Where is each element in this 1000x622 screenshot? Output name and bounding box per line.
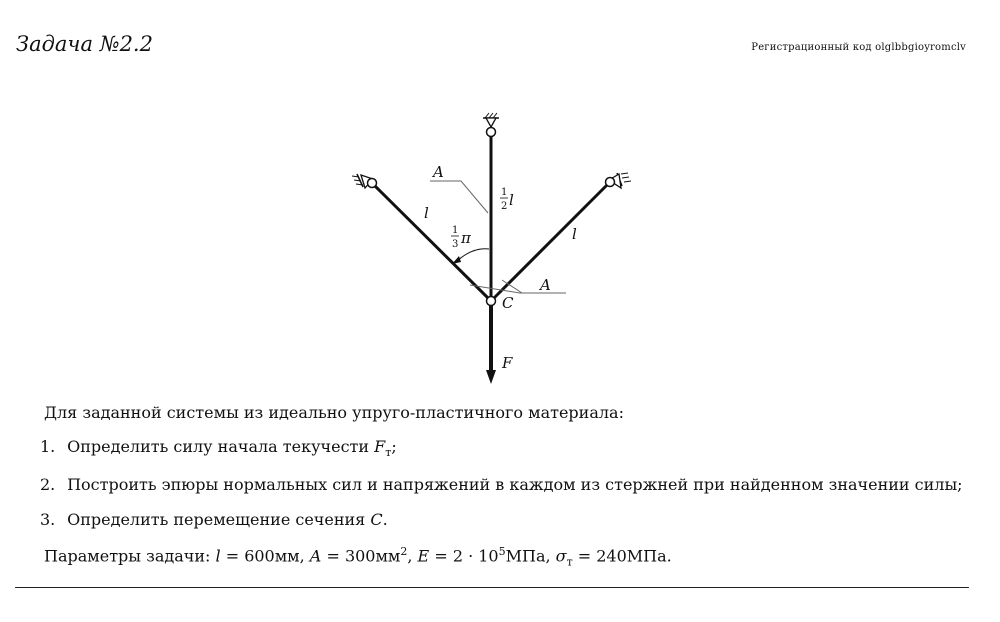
list-item [40,475,980,495]
task-text: Определить перемещение сечения [67,509,371,529]
leader-line-a-top [430,181,488,213]
registration-code: Регистрационный код olglbbgioyromclv [751,42,966,53]
param-a-symbol: A [309,546,322,566]
svg-text:1: 1 [452,225,459,236]
problem-intro: Для заданной системы из идеально упруго-пластичного материала: [44,403,624,422]
param-l-symbol: l [215,546,221,566]
rod-left [375,186,488,298]
param-sigma-sub: т [566,555,573,569]
svg-text:π: π [461,229,471,247]
task-number: 1. [40,437,56,456]
bottom-divider [15,587,969,588]
param-e-tail: МПа, [505,546,556,566]
left-support-icon [352,174,377,188]
task-text: Построить эпюры нормальных сил и напряжений в каждом из стержней при найденном значении силы; [67,474,963,494]
label-f: F [502,354,513,372]
params-prefix: Параметры задачи: [44,546,216,566]
leader-line-a-right [470,285,566,293]
label-l-right: l [572,225,577,243]
task-tail: . [382,509,388,529]
list-item [40,437,980,460]
problem-text [40,403,980,569]
task-symbol: F [374,437,386,456]
task-tail: ; [391,437,397,456]
angle-arc [452,249,489,264]
task-number: 3. [40,509,56,529]
label-center-rod-length [500,187,514,212]
node-c [487,297,496,306]
task-text: Определить силу начала текучести [67,437,375,456]
label-l-left: l [424,204,429,222]
right-support-icon [606,173,632,188]
force-arrow-icon [486,306,496,384]
task-number: 2. [40,474,56,494]
label-angle [451,225,472,250]
param-sigma-symbol: σ [555,546,567,566]
problem-parameters [44,545,980,569]
param-l-value: = 600мм, [220,546,310,566]
task-symbol: C [370,509,383,529]
problem-title: Задача №2.2 [16,32,153,56]
label-c: C [502,294,514,312]
svg-text:3: 3 [452,239,459,250]
param-e-value: = 2 · 10 [429,546,499,566]
param-e-exponent: 5 [498,544,506,558]
svg-text:2: 2 [501,201,508,212]
svg-text:1: 1 [501,187,508,198]
param-a-value: = 300мм [321,546,401,566]
param-a-exponent: 2 [400,544,408,558]
task-list [40,437,980,530]
param-sigma-value: = 240МПа. [572,546,672,566]
param-e-symbol: E [417,546,430,566]
label-a-top: A [433,163,444,181]
list-item [40,510,980,530]
svg-text:l: l [509,191,514,209]
top-support-icon [483,113,499,137]
label-a-right: A [540,276,551,294]
param-a-tail: , [407,546,418,566]
task-symbol-sub: т [385,446,392,460]
